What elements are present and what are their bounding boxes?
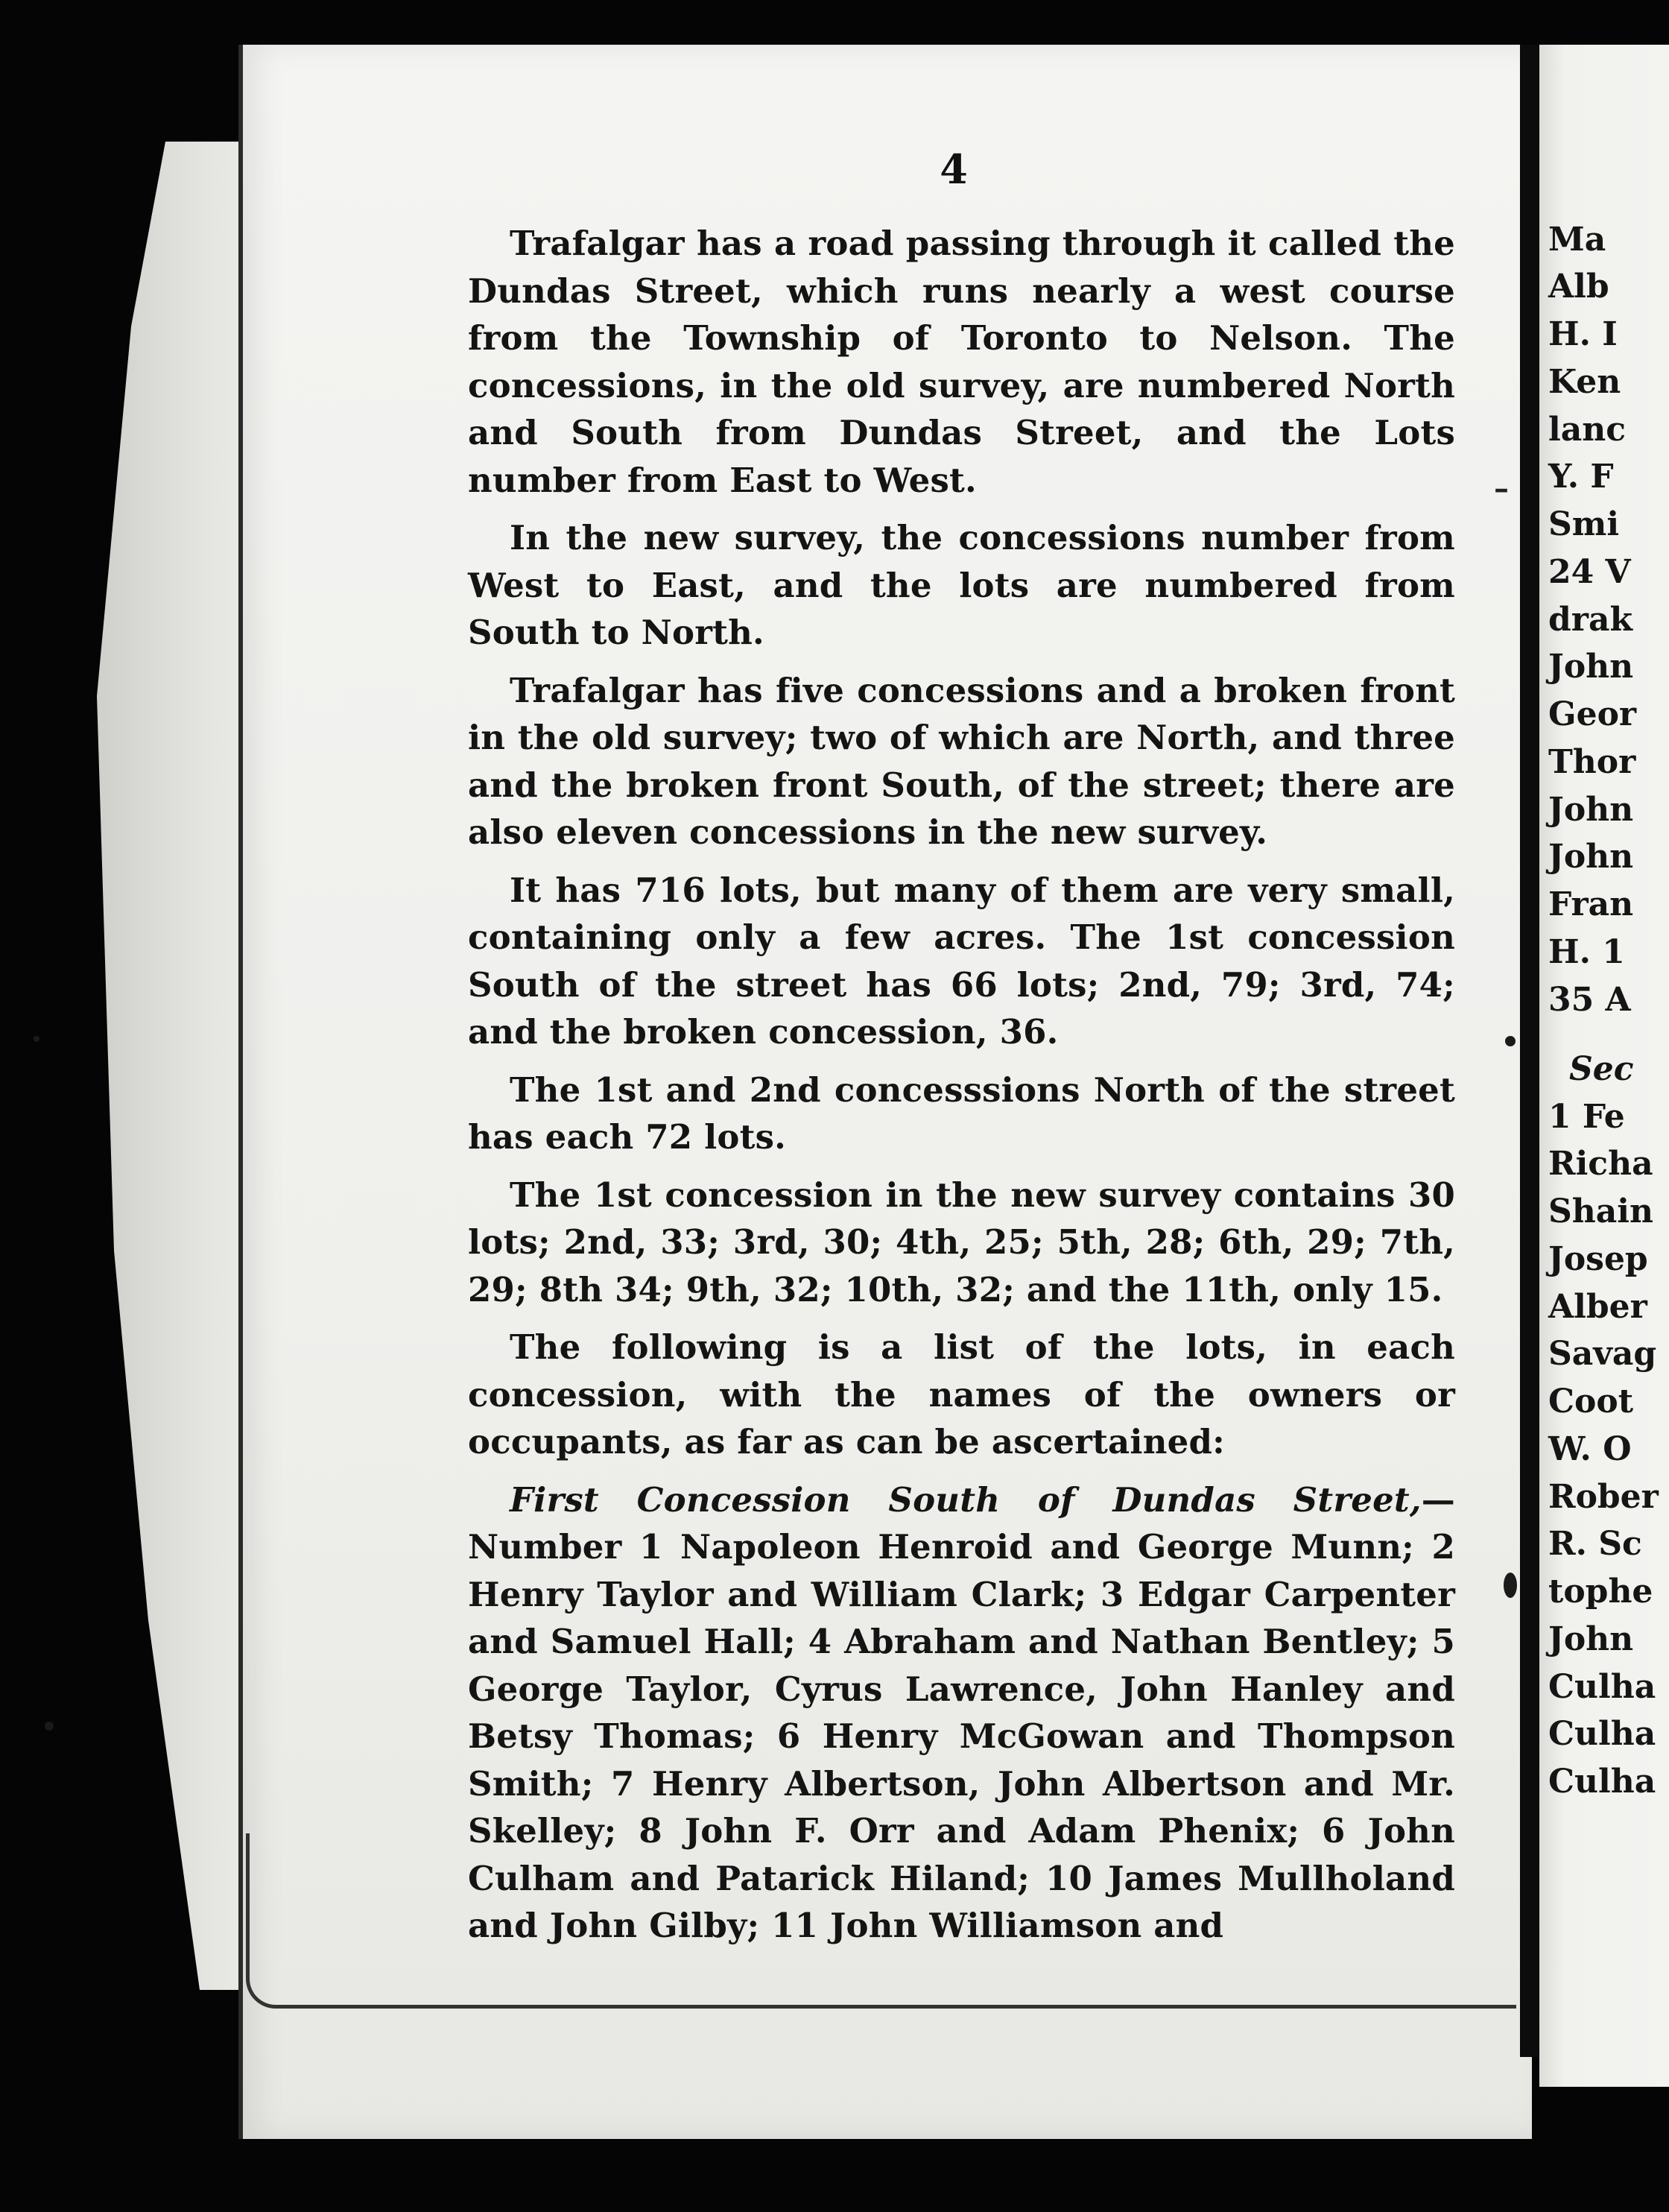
page-number: 4 [940, 145, 968, 193]
ink-speck [1505, 1036, 1516, 1046]
right-line: Y. F [1548, 458, 1614, 496]
right-line: W. O [1548, 1430, 1632, 1468]
right-line: Alber [1548, 1288, 1647, 1326]
paragraph: It has 716 lots, but many of them are very small, containing only a few acres. The 1st concession South of the street has 66 lots; 2nd, 79; 3rd, 74; and the broken concession, 36. [468, 870, 1455, 1052]
right-line: Ken [1548, 363, 1621, 401]
right-line: H. I [1548, 315, 1618, 353]
paragraph: The 1st concession in the new survey contains 30 lots; 2nd, 33; 3rd, 30; 4th, 25; 5th, 28; 6th, 29; 7th, 29; 8th 34; 9th, 32; 10th, 32; and the 11th, only 15. [468, 1175, 1455, 1309]
right-line: tophe [1548, 1573, 1653, 1611]
right-line: John [1548, 838, 1634, 876]
right-line: Smi [1548, 505, 1620, 543]
paragraph: Trafalgar has a road passing through it called the Dundas Street, which runs nearly a west course from the Township of Toronto to Nelson. The concessions, in the old survey, are numbered North and South from Dundas Street, and the Lots number from East to West. [468, 224, 1455, 500]
right-line: 24 V [1548, 553, 1631, 591]
right-line: Culha [1548, 1763, 1656, 1801]
right-line: Culha [1548, 1715, 1656, 1753]
right-line: Richa [1548, 1145, 1653, 1183]
right-line: Culha [1548, 1668, 1656, 1706]
paragraph: The following is a list of the lots, in each concession, with the names of the owners or occupants, as far as can be ascertained: [468, 1327, 1455, 1462]
book-spine [1520, 45, 1539, 2057]
right-line: 35 A [1548, 981, 1631, 1019]
ink-speck [34, 1036, 39, 1042]
right-line: John [1548, 648, 1634, 686]
right-line: John [1548, 791, 1634, 829]
section-text: —Number 1 Napoleon Henroid and George Munn; 2 Henry Taylor and William Clark; 3 Edgar Carpenter and Samuel Hall; 4 Abraham and Nathan Bentley; 5 George Taylor, Cyrus Lawrence, John Hanley and Betsy Thomas; 6 Henry McGowan and Thompson Smith; 7 Henry Albertson, John Albertson and Mr. Skelley; 8 John F. Orr and Adam Phenix; 6 John Culham and Patarick Hiland; 10 James Mullholand and John Gilby; 11 John Williamson and [468, 1479, 1455, 1945]
ink-speck [1504, 1573, 1517, 1598]
right-line: Thor [1548, 743, 1636, 781]
right-line: Savag [1548, 1335, 1657, 1373]
section-paragraph [468, 1476, 1455, 1950]
right-line: Josep [1548, 1240, 1648, 1278]
section-heading: First Concession South of Dundas Street, [510, 1479, 1422, 1520]
paragraph: In the new survey, the concessions number from West to East, and the lots are numbered from South to North. [468, 518, 1455, 652]
ink-speck [45, 1722, 54, 1731]
right-line: R. Sc [1548, 1525, 1642, 1563]
right-line: Ma [1548, 221, 1606, 259]
right-line: Coot [1548, 1382, 1634, 1421]
right-line: Sec [1569, 1050, 1634, 1088]
right-line: Alb [1548, 268, 1609, 306]
right-line: Shain [1548, 1192, 1653, 1230]
right-line: H. 1 [1548, 933, 1625, 971]
right-page-fragment [1539, 45, 1669, 2087]
right-line: Rober [1548, 1478, 1659, 1516]
margin-mark: – [1494, 471, 1509, 506]
right-line: lanc [1548, 411, 1627, 449]
right-line: drak [1548, 601, 1632, 639]
paragraph: The 1st and 2nd concesssions North of the street has each 72 lots. [468, 1069, 1455, 1157]
right-line: 1 Fe [1548, 1098, 1625, 1136]
right-line: Geor [1548, 695, 1637, 733]
right-line: John [1548, 1620, 1634, 1658]
paragraph: Trafalgar has five concessions and a broken front in the old survey; two of which are North, and three and the broken front South, of the street; there are also eleven concessions in the new survey. [468, 670, 1455, 852]
body-text [468, 220, 1455, 1960]
right-line: Fran [1548, 885, 1634, 923]
